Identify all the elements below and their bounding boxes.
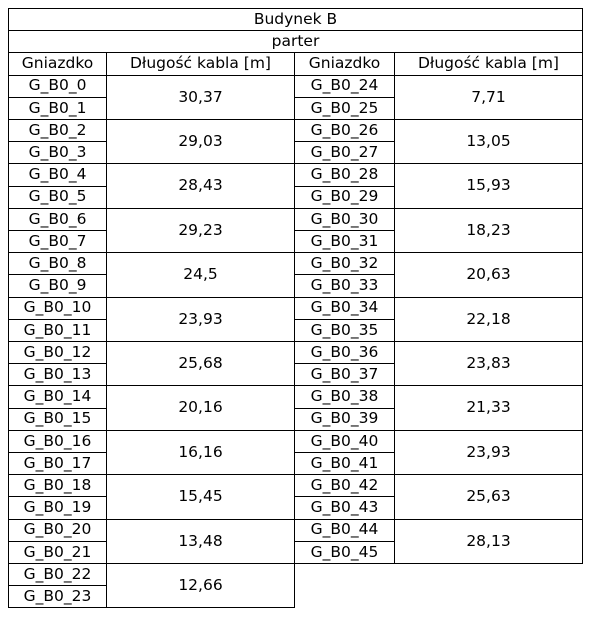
- socket-id-left: G_B0_21: [8, 541, 107, 564]
- socket-id-right: G_B0_41: [294, 452, 395, 475]
- cable-length-value-right: 15,93: [394, 163, 583, 208]
- cable-length-value-left: 29,03: [106, 119, 295, 164]
- header-socket-left: Gniazdko: [8, 52, 107, 75]
- socket-id-right: G_B0_44: [294, 519, 395, 542]
- socket-id-left: G_B0_7: [8, 230, 107, 253]
- socket-id-left: G_B0_11: [8, 319, 107, 342]
- socket-id-right: G_B0_28: [294, 163, 395, 186]
- cable-length-value-right: 13,05: [394, 119, 583, 164]
- socket-id-left: G_B0_1: [8, 97, 107, 120]
- socket-id-left: G_B0_10: [8, 297, 107, 320]
- header-cable-length-left: Długość kabla [m]: [106, 52, 295, 75]
- socket-id-left: G_B0_12: [8, 341, 107, 364]
- socket-id-left: G_B0_0: [8, 75, 107, 98]
- cable-length-value-right: 22,18: [394, 297, 583, 342]
- socket-id-right: G_B0_38: [294, 385, 395, 408]
- socket-id-right: G_B0_43: [294, 496, 395, 519]
- cable-length-value-left: 29,23: [106, 208, 295, 253]
- socket-id-left: G_B0_13: [8, 363, 107, 386]
- socket-id-left: G_B0_23: [8, 585, 107, 608]
- socket-id-right: G_B0_27: [294, 141, 395, 164]
- socket-id-left: G_B0_9: [8, 274, 107, 297]
- cable-length-value-right: 23,83: [394, 341, 583, 386]
- cable-length-value-right: 28,13: [394, 519, 583, 564]
- socket-id-right: G_B0_30: [294, 208, 395, 231]
- socket-id-right: G_B0_40: [294, 430, 395, 453]
- cable-length-value-right: 7,71: [394, 75, 583, 120]
- socket-id-left: G_B0_3: [8, 141, 107, 164]
- socket-id-left: G_B0_18: [8, 474, 107, 497]
- cable-length-value-left: 25,68: [106, 341, 295, 386]
- socket-id-right: G_B0_36: [294, 341, 395, 364]
- cable-length-value-left: 13,48: [106, 519, 295, 564]
- building-title: Budynek B: [8, 8, 583, 31]
- cable-length-value-left: 30,37: [106, 75, 295, 120]
- socket-id-left: G_B0_5: [8, 186, 107, 209]
- socket-id-right: G_B0_37: [294, 363, 395, 386]
- socket-id-right: G_B0_35: [294, 319, 395, 342]
- socket-id-left: G_B0_19: [8, 496, 107, 519]
- socket-id-right: G_B0_31: [294, 230, 395, 253]
- socket-id-right: G_B0_39: [294, 408, 395, 431]
- cable-length-value-left: 20,16: [106, 385, 295, 430]
- socket-id-left: G_B0_20: [8, 519, 107, 542]
- header-socket-right: Gniazdko: [294, 52, 395, 75]
- socket-id-right: G_B0_24: [294, 75, 395, 98]
- socket-id-left: G_B0_17: [8, 452, 107, 475]
- socket-id-right: G_B0_26: [294, 119, 395, 142]
- socket-id-right: G_B0_33: [294, 274, 395, 297]
- socket-id-right: G_B0_32: [294, 252, 395, 275]
- socket-id-left: G_B0_14: [8, 385, 107, 408]
- socket-id-right: G_B0_45: [294, 541, 395, 564]
- socket-id-left: G_B0_6: [8, 208, 107, 231]
- cable-length-value-right: 20,63: [394, 252, 583, 297]
- socket-id-right: G_B0_34: [294, 297, 395, 320]
- header-cable-length-right: Długość kabla [m]: [394, 52, 583, 75]
- cable-length-value-left: 28,43: [106, 163, 295, 208]
- socket-id-left: G_B0_15: [8, 408, 107, 431]
- cable-length-value-right: 25,63: [394, 474, 583, 519]
- cable-length-value-right: 23,93: [394, 430, 583, 475]
- floor-label: parter: [8, 30, 583, 53]
- cable-length-value-left: 12,66: [106, 563, 295, 608]
- cable-length-value-left: 15,45: [106, 474, 295, 519]
- socket-id-right: G_B0_29: [294, 186, 395, 209]
- cable-length-value-left: 24,5: [106, 252, 295, 297]
- socket-id-left: G_B0_16: [8, 430, 107, 453]
- socket-id-left: G_B0_22: [8, 563, 107, 586]
- cable-length-value-left: 16,16: [106, 430, 295, 475]
- socket-id-left: G_B0_4: [8, 163, 107, 186]
- cable-length-value-left: 23,93: [106, 297, 295, 342]
- cable-length-value-right: 21,33: [394, 385, 583, 430]
- socket-id-left: G_B0_2: [8, 119, 107, 142]
- socket-id-right: G_B0_25: [294, 97, 395, 120]
- cable-length-value-right: 18,23: [394, 208, 583, 253]
- socket-id-left: G_B0_8: [8, 252, 107, 275]
- cable-length-table: [8, 8, 582, 610]
- socket-id-right: G_B0_42: [294, 474, 395, 497]
